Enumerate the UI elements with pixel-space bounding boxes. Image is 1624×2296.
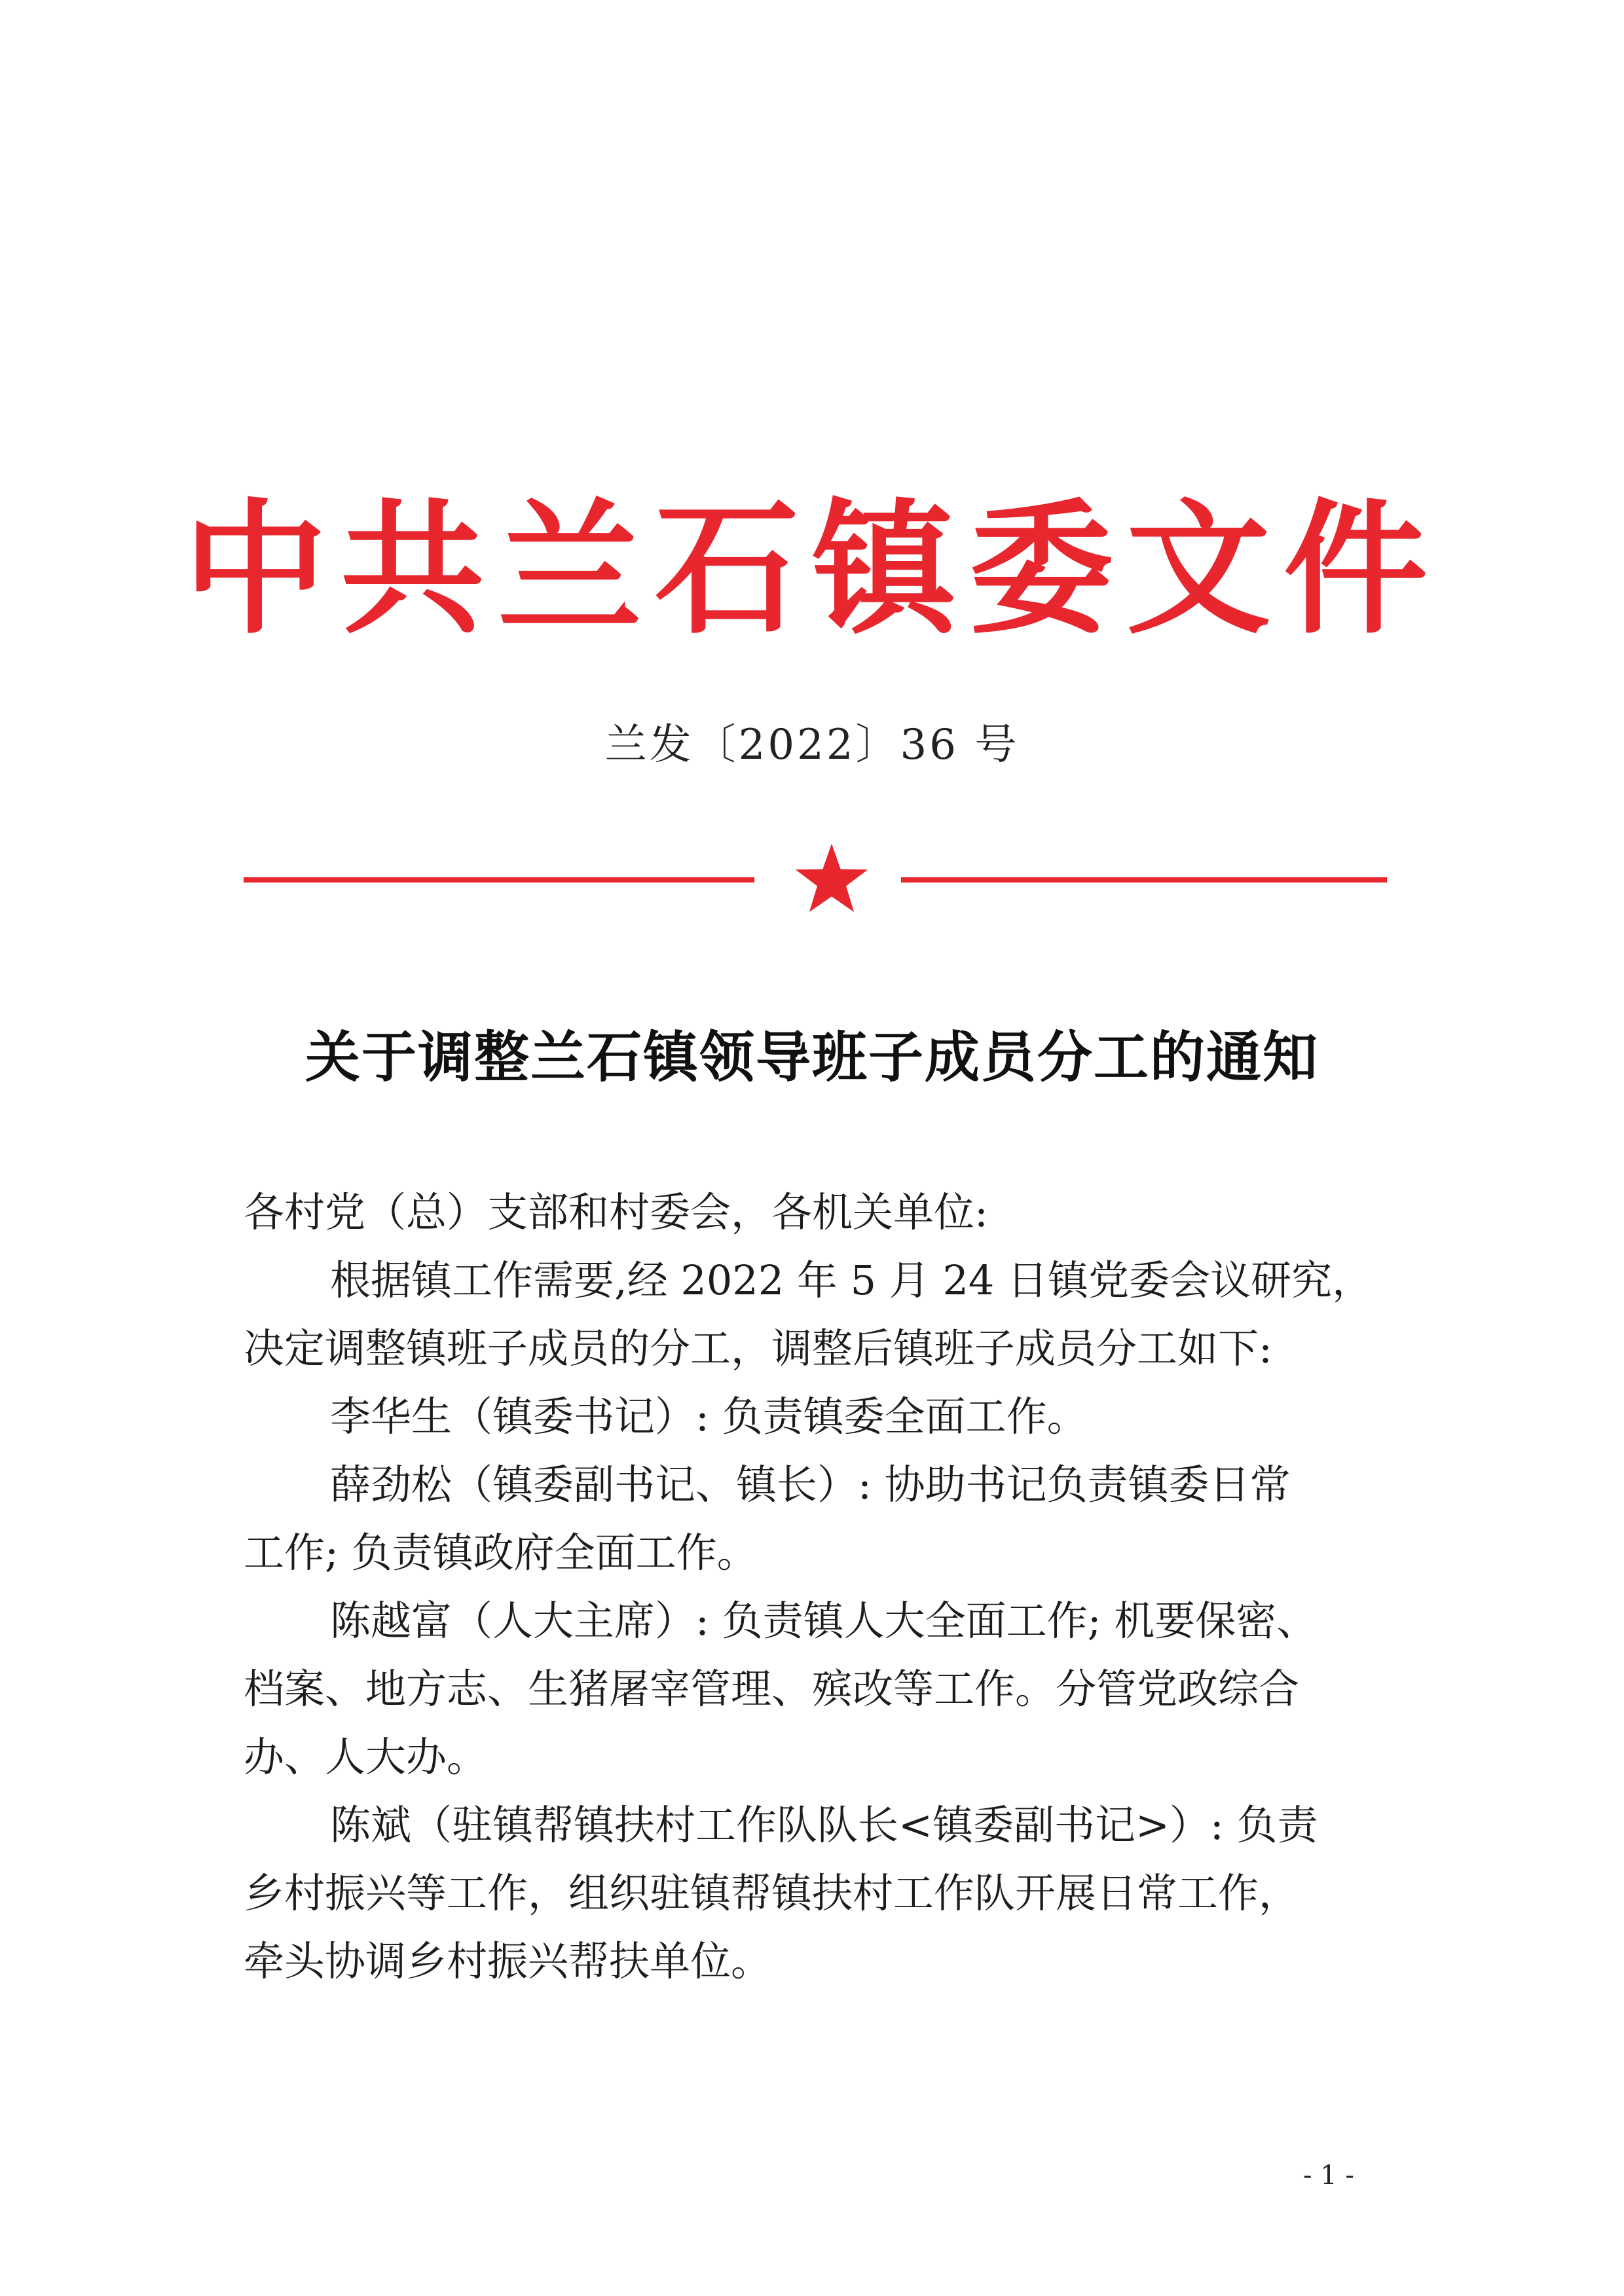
body-line: 根据镇工作需要,经 2022 年 5 月 24 日镇党委会议研究，: [330, 1256, 1373, 1304]
notice-title: 关于调整兰石镇领导班子成员分工的通知: [304, 1025, 1319, 1089]
salutation: 各村党（总）支部和村委会，各机关单位:: [244, 1188, 988, 1236]
divider-line-left: [244, 877, 754, 883]
issuer-header-title: 中共兰石镇委文件: [183, 486, 1441, 653]
body-line: 李华生（镇委书记）: 负责镇委全面工作。: [330, 1393, 1088, 1440]
page-number: - 1 -: [1303, 2160, 1354, 2191]
body-line: 档案、地方志、生猪屠宰管理、殡改等工作。分管党政综合: [244, 1665, 1300, 1713]
body-line: 陈斌（驻镇帮镇扶村工作队队长<镇委副书记>）: 负责: [330, 1801, 1318, 1849]
body-line: 乡村振兴等工作，组织驻镇帮镇扶村工作队开展日常工作，: [244, 1869, 1300, 1917]
body-line: 决定调整镇班子成员的分工，调整后镇班子成员分工如下:: [244, 1324, 1272, 1372]
star-icon: [794, 841, 870, 917]
body-line: 牵头协调乡村振兴帮扶单位。: [244, 1937, 772, 1985]
body-line: 办、人大办。: [244, 1733, 488, 1781]
body-line: 薛劲松（镇委副书记、镇长）: 协助书记负责镇委日常: [330, 1461, 1291, 1508]
body-line: 陈越富（人大主席）: 负责镇人大全面工作; 机要保密、: [330, 1597, 1318, 1645]
document-number: 兰发〔2022〕36 号: [604, 721, 1020, 769]
divider-line-right: [901, 877, 1387, 883]
body-line: 工作; 负责镇政府全面工作。: [244, 1529, 758, 1576]
notice-body: [244, 1178, 1383, 2016]
